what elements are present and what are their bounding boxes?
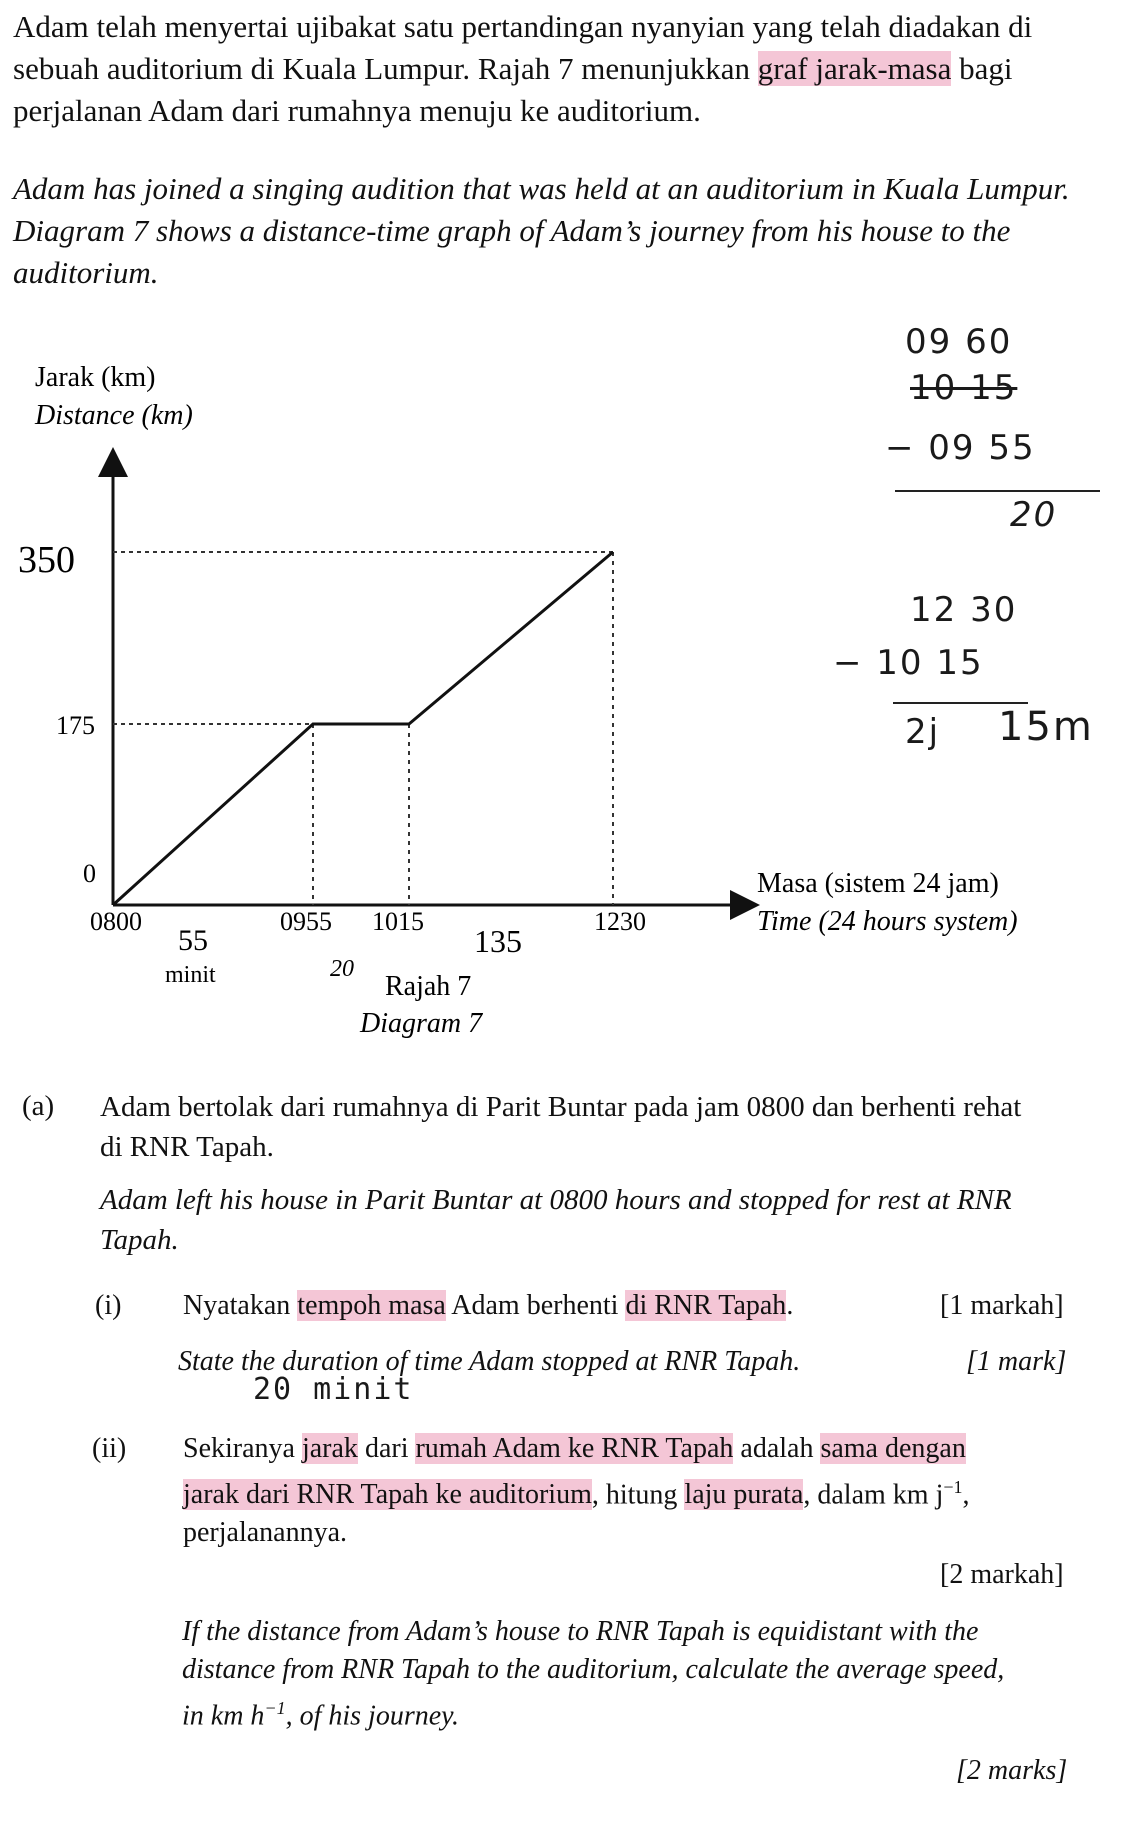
qii-t4: , hitung [591,1479,685,1511]
handwritten-55: 55 [178,924,208,957]
highlight-tempoh-masa: tempoh masa [297,1290,446,1321]
x-tick-1015: 1015 [372,907,424,936]
highlight-sama-dengan: sama dengan [820,1433,966,1464]
x-axis-label-english: Time (24 hours system) [757,906,1018,937]
x-tick-0800: 0800 [90,907,142,936]
handwritten-20: 20 [330,956,354,982]
qii-english-3 [182,1689,1112,1735]
intro-malay-text-b: bagi [959,51,1013,86]
qi-label: (i) [95,1290,122,1321]
qi-text-3: . [786,1290,794,1321]
handwritten-135: 135 [474,923,522,959]
qii-english-3a: in km h [182,1700,265,1732]
qii-sup-ms: −1 [943,1477,963,1497]
y-tick-175: 175 [56,711,95,740]
qi-text-2: Adam berhenti [445,1290,626,1321]
calc2-sub: − 10 15 [833,643,984,683]
calc1-underline [895,490,1100,492]
qii-marks-malay: [2 markah] [940,1559,1064,1590]
part-a-label: (a) [22,1090,55,1122]
calc1-sub: − 09 55 [885,428,1036,468]
qii-english-2: distance from RNR Tapah to the auditorium, calculate the average speed, [182,1654,1005,1685]
intro-english [13,168,1108,294]
intro-malay [13,6,1108,132]
highlight-rnr: di RNR Tapah [625,1290,787,1321]
calc1-mid: 10 15 [910,368,1018,408]
intro-malay-text: sebuah auditorium di Kuala Lumpur. Rajah 7 menunjukkan [13,51,750,86]
calc1-result: 20 [1010,495,1058,535]
qii-sup-en: −1 [264,1698,286,1718]
qi-marks-malay: [1 markah] [940,1290,1064,1321]
diagram-caption-english: Diagram 7 [360,1008,483,1039]
qi-text-1: Nyatakan [183,1290,298,1321]
intro-malay-line-2 [13,48,1108,90]
qi-marks-english: [1 mark] [966,1346,1067,1377]
intro-malay-line-3: perjalanan Adam dari rumahnya menuju ke auditorium. [13,93,701,128]
qi-english: State the duration of time Adam stopped at RNR Tapah. [178,1346,801,1377]
highlight-graf: graf jarak-masa [757,51,952,86]
qii-english [182,1613,1112,1735]
calc2-result-minutes: 15m [998,704,1094,750]
part-a-malay-1: Adam bertolak dari rumahnya di Parit Buntar pada jam 0800 dan berhenti rehat [100,1091,1022,1123]
handwritten-minit: minit [165,962,216,988]
y-tick-350-handwritten: 350 [18,539,75,581]
part-a-malay-2: di RNR Tapah. [100,1131,274,1163]
x-tick-1230: 1230 [594,907,646,936]
qii-malay-line-3: perjalanannya. [183,1517,348,1549]
part-a-english [100,1180,1110,1260]
intro-english-line-3: auditorium. [13,255,159,290]
highlight-laju-purata: laju purata [684,1479,804,1511]
intro-malay-line-1: Adam telah menyertai ujibakat satu pertandingan nyanyian yang telah diadakan di [13,9,1033,44]
y-axis-label-english: Distance (km) [35,400,193,431]
intro-english-line-1: Adam has joined a singing audition that was held at an auditorium in Kuala Lumpur. [13,171,1070,206]
qii-t1: Sekiranya [183,1433,302,1464]
diagram-caption-malay: Rajah 7 [385,971,472,1002]
part-a-malay [100,1087,1110,1167]
intro-english-line-2: Diagram 7 shows a distance-time graph of Adam’s journey from his house to the [13,213,1011,248]
qii-english-1: If the distance from Adam’s house to RNR Tapah is equidistant with the [182,1616,979,1647]
part-a-english-2: Tapah. [100,1224,179,1256]
qii-label: (ii) [92,1433,127,1464]
qii-t5: , dalam km j [803,1479,944,1511]
x-tick-0955: 0955 [280,907,332,936]
qii-t3: adalah [733,1433,821,1464]
qii-malay-line-1 [183,1430,1108,1468]
highlight-jarak-rnr: jarak dari RNR Tapah ke auditorium [183,1479,592,1511]
x-axis-label-malay: Masa (sistem 24 jam) [757,868,999,899]
highlight-jarak: jarak [301,1433,358,1464]
qii-english-3b: , of his journey. [285,1700,460,1732]
calc1-top: 09 60 [905,322,1013,362]
qii-malay [183,1430,1108,1552]
qii-marks-english: [2 marks] [956,1755,1068,1786]
journey-line [113,552,613,905]
qii-t2: dari [357,1433,416,1464]
calc2-top: 12 30 [910,590,1018,630]
qi-malay [183,1287,793,1325]
part-a-english-1: Adam left his house in Parit Buntar at 0800 hours and stopped for rest at RNR [100,1184,1012,1216]
y-axis-label-malay: Jarak (km) [35,362,156,393]
y-tick-0: 0 [83,859,96,888]
qii-malay-line-2: jarak dari RNR Tapah ke auditorium, hitung laju purata, dalam km $j^{-1}$, [183,1477,970,1511]
highlight-rumah-adam: rumah Adam ke RNR Tapah [415,1433,734,1464]
calc2-result-hours: 2j [905,712,941,752]
handwritten-answer-i: 20 minit [253,1372,414,1407]
